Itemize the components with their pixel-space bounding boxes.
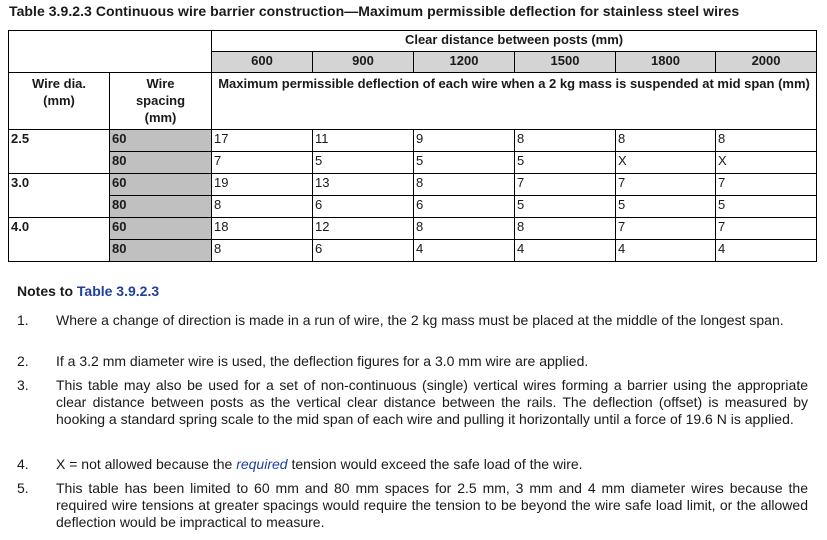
blank-header-cell-2: [9, 52, 212, 73]
distance-header: 1500: [515, 52, 616, 73]
spacing-cell: 60: [110, 218, 212, 240]
notes-heading-prefix: Notes to: [17, 283, 77, 299]
required-link[interactable]: required: [236, 456, 288, 472]
notes-heading: [17, 283, 159, 299]
deflection-cell: 7: [515, 174, 616, 196]
deflection-cell: 4: [716, 240, 817, 262]
deflection-cell: 8: [515, 218, 616, 240]
deflection-cell: 8: [212, 196, 313, 218]
spacing-cell: 80: [110, 152, 212, 174]
deflection-cell: 11: [313, 130, 414, 152]
deflection-cell: 8: [414, 174, 515, 196]
deflection-cell: 7: [716, 218, 817, 240]
deflection-cell: 5: [414, 152, 515, 174]
deflection-cell: 17: [212, 130, 313, 152]
deflection-cell: 7: [212, 152, 313, 174]
wire-dia-header: [9, 73, 110, 130]
deflection-cell: 5: [515, 196, 616, 218]
note-text: If a 3.2 mm diameter wire is used, the deflection figures for a 3.0 mm wire are applied.: [56, 353, 589, 369]
deflection-cell: 6: [313, 196, 414, 218]
deflection-header: Maximum permissible deflection of each wire when a 2 kg mass is suspended at mid span (mm): [212, 73, 817, 130]
note-number: 3.: [17, 377, 29, 393]
note-text: Where a change of direction is made in a run of wire, the 2 kg mass must be placed at the middle of the longest span.: [56, 312, 784, 328]
deflection-cell: 19: [212, 174, 313, 196]
note-text-after: tension would exceed the safe load of the wire.: [287, 456, 583, 472]
note-text: [56, 456, 808, 473]
note-number: 2.: [17, 353, 29, 369]
deflection-cell: 5: [616, 196, 716, 218]
deflection-cell: 6: [313, 240, 414, 262]
deflection-cell: 5: [313, 152, 414, 174]
deflection-cell: 8: [616, 130, 716, 152]
distance-header: 1800: [616, 52, 716, 73]
spacing-cell: 80: [110, 240, 212, 262]
wire-spacing-header: [110, 73, 212, 130]
note-number: 5.: [17, 480, 29, 496]
deflection-cell: 8: [414, 218, 515, 240]
deflection-cell: 7: [616, 218, 716, 240]
deflection-cell: 4: [616, 240, 716, 262]
deflection-cell: 7: [716, 174, 817, 196]
deflection-table: [8, 30, 817, 262]
deflection-cell: 5: [716, 196, 817, 218]
deflection-cell: 6: [414, 196, 515, 218]
wire-dia-cell: 3.0: [9, 174, 110, 218]
deflection-cell: 18: [212, 218, 313, 240]
blank-header-cell: [9, 31, 212, 52]
distance-header: 2000: [716, 52, 817, 73]
spacing-cell: 60: [110, 130, 212, 152]
deflection-cell: 4: [515, 240, 616, 262]
deflection-cell: 8: [716, 130, 817, 152]
spacing-cell: 80: [110, 196, 212, 218]
wire-dia-cell: 2.5: [9, 130, 110, 174]
distance-header: 900: [313, 52, 414, 73]
deflection-cell: 8: [515, 130, 616, 152]
wire-dia-header-label: Wire dia. (mm): [31, 76, 87, 108]
table-link[interactable]: Table 3.9.2.3: [76, 283, 160, 299]
deflection-cell: 9: [414, 130, 515, 152]
deflection-cell: X: [716, 152, 817, 174]
deflection-cell: 13: [313, 174, 414, 196]
deflection-cell: 7: [616, 174, 716, 196]
deflection-cell: 8: [212, 240, 313, 262]
distance-header: 1200: [414, 52, 515, 73]
note-number: 4.: [17, 456, 29, 472]
wire-spacing-header-label: Wire spacing (mm): [135, 76, 186, 125]
note-number: 1.: [17, 312, 29, 328]
note-text-before: X = not allowed because the: [56, 456, 237, 472]
deflection-cell: 4: [414, 240, 515, 262]
clear-distance-header: Clear distance between posts (mm): [212, 31, 817, 52]
note-text: This table has been limited to 60 mm and 80 mm spaces for 2.5 mm, 3 mm and 4 mm diameter wires because the required wire tensions at greater spacings would require the tension to be beyond the wire safe load limit, or the allowed deflection would be impractical to measure.: [56, 480, 808, 530]
deflection-cell: 12: [313, 218, 414, 240]
wire-dia-cell: 4.0: [9, 218, 110, 262]
note-text: This table may also be used for a set of non-continuous (single) vertical wires forming a barrier using the appropriate clear distance between posts as the vertical clear distance between the rails. The deflection (offset) is measured by hooking a standard spring scale to the mid span of each wire and pulling it horizontally until a force of 19.6 N is applied.: [56, 377, 808, 427]
deflection-cell: 5: [515, 152, 616, 174]
table-title: Table 3.9.2.3 Continuous wire barrier construction—Maximum permissible deflection for stainless steel wires: [9, 3, 740, 19]
spacing-cell: 60: [110, 174, 212, 196]
distance-header: 600: [212, 52, 313, 73]
deflection-cell: X: [616, 152, 716, 174]
